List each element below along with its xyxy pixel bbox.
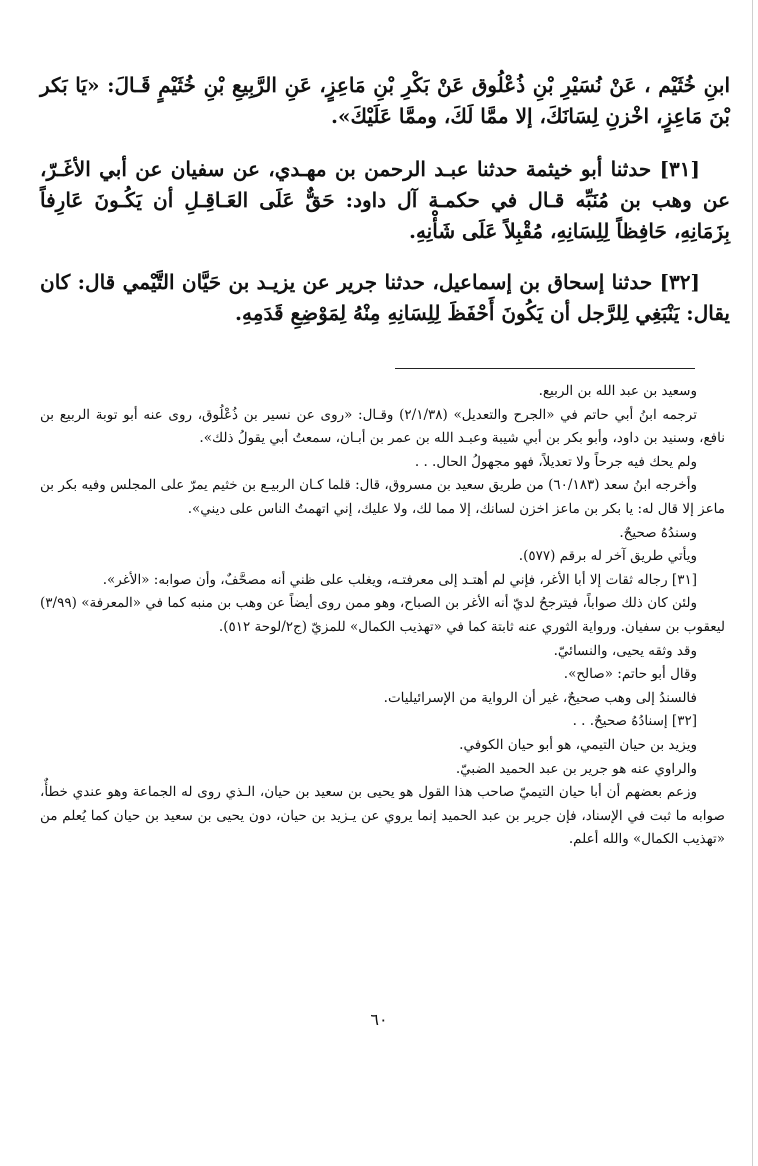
- footnote-line: ولئن كان ذلك صواباً، فيترجحُ لديّ أنه الأغر بن الصباح، وهو ممن روى أيضاً عن وهب بن منبه كما في «المعرفة» (٣/٩٩) ليعقوب بن سفيان. ورواية الثوري عنه ثابتة كما في «تهذيب الكمال» للمزيّ (ج٢/لوحة ٥١٢).: [40, 595, 725, 635]
- footnote-line: وسعيد بن عبد الله بن الربيع.: [538, 383, 697, 399]
- footnote-line: وزعم بعضهم أن أبا حيان التيميّ صاحب هذا القول هو يحيى بن سعيد بن حيان، الـذي روى له الجماعة وهو عندي خطأٌ، صوابه ما ثبت في الإسناد، فإن جرير بن عبد الحميد إنما يروي عن يـزيد بن حيان، دون يحيى بن سعيد بن حيان كما يُعلم من «تهذيب الكمال» والله أعلم.: [40, 784, 725, 848]
- footnote-line: ترجمه ابنُ أبي حاتم في «الجرح والتعديل» (٢/١/٣٨) وقـال: «روى عن نسير بن ذُعْلُوق، روى عنه أبو توبة الربيع بن نافع، وسنيد بن داود، وأبو بكر بن أبي شيبة وعبـد الله بن عمر بن أبـان، سمعتُ أبي يقولُ ذلك».: [40, 406, 725, 447]
- main-paragraph-continuation: ابنِ خُثَيْم ، عَنْ نُسَيْرِ بْنِ ذُعْلُوق عَنْ بَكْرِ بْنِ مَاعِزٍ، عَنِ الرَّبِيعِ بْنِ خُثَيْمٍ قَـالَ: «يَا بَكر بْنَ مَاعِزٍ، اخْزنِ لِسَانَكَ، إلا ممَّا لَكَ، وممَّا عَلَيْكَ».: [40, 73, 730, 128]
- page-number: ٦٠: [370, 1010, 388, 1029]
- main-paragraph-31: [٣١] حدثنا أبو خيثمة حدثنا عبـد الرحمن بن مهـدي، عن سفيان عن أبي الأغَـرّ، عن وهب بن مُنَبِّه قـال في حكمـة آل داود: حَقٌّ عَلَى العَـاقِـلِ أن يَكُـونَ عَارِفاً بِزَمَانِهِ، حَافِظاً لِلِسَانِهِ، مُقْبِلاً عَلَى شَأْنِهِ.: [40, 157, 730, 243]
- footnote-line: وأخرجه ابنُ سعد (٦٠/١٨٣) من طريق سعيد بن مسروق، قال: قلما كـان الربيـع بن خثيم يمرّ على المجلس وفيه بكر بن ماعز إلا قال له: يا بكر بن ماعز اخزن لسانك، إلا مما لك، ولا عليك، إني اتهمتُ الناس على ديني».: [40, 477, 725, 517]
- footnote-line: وقد وثقه يحيى، والنسائيّ.: [553, 642, 697, 659]
- footnote-line: ولم يحك فيه جرحاً ولا تعديلاً، فهو مجهولُ الحال. . .: [414, 453, 697, 470]
- footnote-line: [٣٢] إسنادُهُ صحيحٌ. . .: [572, 713, 697, 730]
- main-text: [40, 70, 730, 349]
- footnote-line: [٣١] رجاله ثقات إلا أبا الأغر، فإني لم أهتـد إلى معرفتـه، ويغلب على ظني أنه مصحَّفٌ، وأن صوابه: «الأغر».: [102, 571, 697, 588]
- main-paragraph-32: [٣٢] حدثنا إسحاق بن إسماعيل، حدثنا جرير عن يزيـد بن حَيَّان التَّيْمي قال: كان يقال: يَنْبَغِي لِلرَّجل أن يَكُونَ أَحْفَظَ لِلِسَانِهِ مِنْهُ لِمَوْضِعِ قَدَمِهِ.: [40, 270, 730, 325]
- footnote-line: فالسندُ إلى وهب صحيحٌ، غير أن الرواية من الإسرائيليات.: [383, 689, 697, 706]
- footnote-line: ويأتي طريق آخر له برقم (٥٧٧).: [518, 548, 697, 565]
- footnote-line: ويزيد بن حيان التيمي، هو أبو حيان الكوفي.: [459, 736, 697, 753]
- footnotes: [40, 380, 725, 852]
- scan-edge-line: [752, 0, 753, 1166]
- footnote-separator: [395, 368, 695, 369]
- footnote-line: وقال أبو حاتم: «صالح».: [563, 666, 697, 683]
- footnote-line: والراوي عنه هو جرير بن عبد الحميد الضبيّ.: [455, 760, 697, 777]
- footnote-line: وسندُهُ صحيحٌ.: [619, 524, 697, 541]
